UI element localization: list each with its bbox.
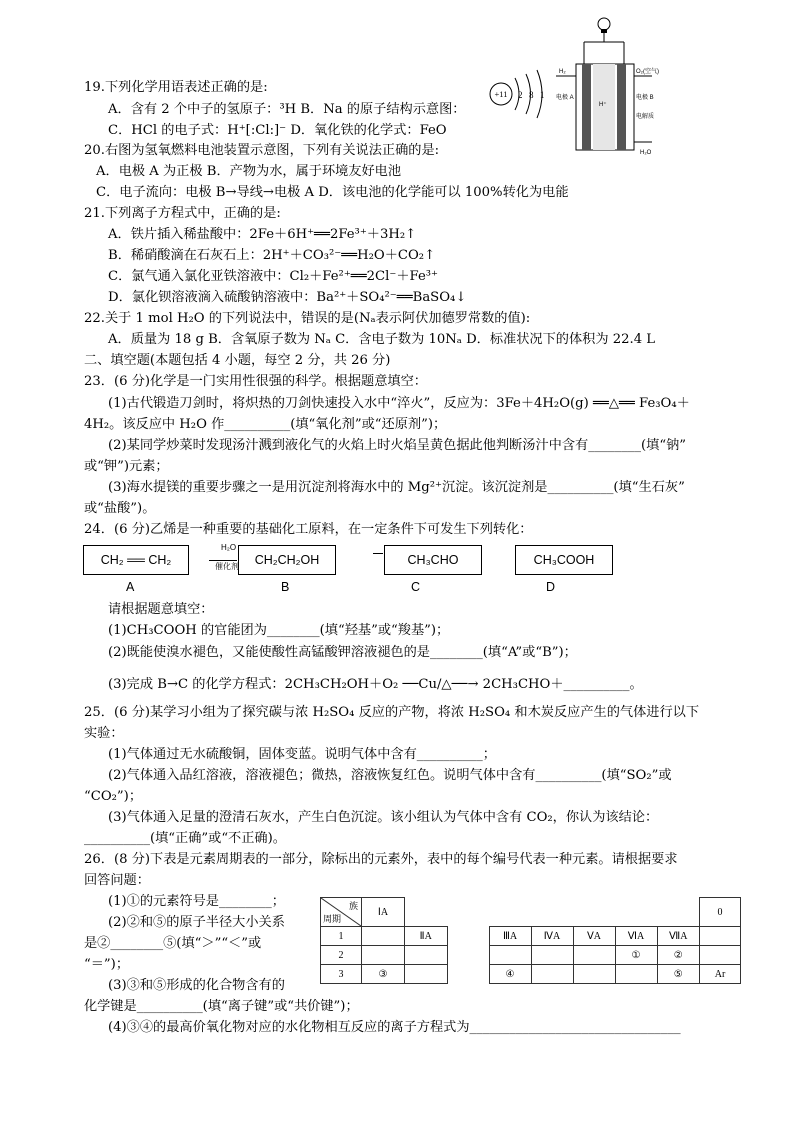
svg-text:8: 8 xyxy=(529,90,534,100)
q23-part1-line2: 4H₂。该反应中 H₂O 作__________(填“氧化剂”或“还原剂”)； xyxy=(84,417,447,432)
arrow-b-to-c xyxy=(373,553,383,554)
svg-text:H₂O: H₂O xyxy=(640,150,652,156)
section-heading: 二、填空题(本题包括 4 小题，每空 2 分，共 26 分) xyxy=(84,353,391,368)
group-0: 0 xyxy=(700,898,741,927)
q20-options-cd: C．电子流向：电极 B→导线→电极 A D．该电池的化学能可以 100%转化为电能 xyxy=(96,185,569,200)
svg-text:O₂(空气): O₂(空气) xyxy=(636,69,659,75)
q26-stem-line1: 26．(8 分)下表是元素周期表的一部分，除标出的元素外，表中的每个编号代表一种元素。请根据要求 xyxy=(84,852,678,867)
element-ar: Ar xyxy=(700,965,741,984)
svg-text:2: 2 xyxy=(518,90,523,100)
svg-text:电解质: 电解质 xyxy=(636,114,655,120)
group-3a: ⅢA xyxy=(489,927,531,946)
compound-c-box: CH₃CHO xyxy=(384,545,482,575)
compound-a-box: CH₂ ══ CH₂ xyxy=(83,545,189,575)
svg-text:电极 B: 电极 B xyxy=(636,95,654,101)
label-d: D xyxy=(546,580,556,594)
label-c: C xyxy=(411,580,421,594)
q22-options: A．质量为 18 g B．含氧原子数为 Nₐ C．含电子数为 10Nₐ D．标准状况下的体积为 22.4 L xyxy=(108,332,656,347)
table-corner: 族 周期 xyxy=(321,898,362,927)
svg-text:H⁺: H⁺ xyxy=(599,102,607,108)
q23-part1-line1: (1)古代锻造刀剑时，将炽热的刀剑快速投入水中“淬火”，反应为：3Fe＋4H₂O(g) ══△══ Fe₃O₄＋ xyxy=(108,396,690,411)
condition-catalyst: 催化剂 xyxy=(215,562,239,571)
svg-text:H₂: H₂ xyxy=(559,69,566,75)
q25-stem-line1: 25．(6 分)某学习小组为了探究碳与浓 H₂SO₄ 反应的产物，将浓 H₂SO₄ 和木炭反应产生的气体进行以下 xyxy=(84,705,700,720)
q19-stem: 19.下列化学用语表述正确的是: xyxy=(84,80,268,95)
group-4a: ⅣA xyxy=(531,927,573,946)
compound-b-box: CH₂CH₂OH xyxy=(238,545,336,575)
q25-part1: (1)气体通过无水硫酸铜，固体变蓝。说明气体中含有__________； xyxy=(108,747,496,762)
q25-part3-line1: (3)气体通入足量的澄清石灰水，产生白色沉淀。该小组认为气体中含有 CO₂，你认为该结论： xyxy=(108,810,659,825)
q26-part1: (1)①的元素符号是________； xyxy=(108,894,285,909)
q23-part3-line1: (3)海水提镁的重要步骤之一是用沉淀剂将海水中的 Mg²⁺沉淀。该沉淀剂是__________(填“生石灰” xyxy=(108,480,685,495)
group-7a: ⅦA xyxy=(657,927,700,946)
q25-part2-line1: (2)气体通入品红溶液，溶液褪色；微热，溶液恢复红色。说明气体中含有__________(填“SO₂”或 xyxy=(108,768,672,783)
compound-d-box: CH₃COOH xyxy=(515,545,613,575)
q19-option-ab: A．含有 2 个中子的氢原子：³H B．Na 的原子结构示意图： xyxy=(108,102,466,117)
period-1: 1 xyxy=(321,927,362,946)
group-1a: ⅠA xyxy=(362,898,405,927)
q26-part2-line3: “＝”)； xyxy=(84,957,130,972)
label-b: B xyxy=(281,580,290,594)
q21-option-c: C．氯气通入氯化亚铁溶液中：Cl₂＋Fe²⁺══2Cl⁻＋Fe³⁺ xyxy=(108,269,438,284)
element-4: ④ xyxy=(489,965,531,984)
element-3: ③ xyxy=(362,965,405,984)
q25-part3-line2: __________(填“正确”或“不正确)。 xyxy=(84,831,286,846)
q21-option-d: D．氯化钡溶液滴入硫酸钠溶液中：Ba²⁺＋SO₄²⁻══BaSO₄↓ xyxy=(108,290,467,305)
q24-stem: 24．(6 分)乙烯是一种重要的基础化工原料，在一定条件下可发生下列转化： xyxy=(84,522,533,537)
condition-water: H₂O xyxy=(221,543,237,552)
q19-option-cd: C．HCl 的电子式：H⁺[:Cl:]⁻ D．氧化铁的化学式：FeO xyxy=(108,123,447,138)
svg-text:电极 A: 电极 A xyxy=(556,95,574,101)
q21-option-a: A．铁片插入稀盐酸中：2Fe＋6H⁺══2Fe³⁺＋3H₂↑ xyxy=(108,227,417,242)
q23-part2-line2: 或“钾”)元素； xyxy=(84,459,169,474)
fuel-cell-diagram xyxy=(556,14,666,162)
q26-part4: (4)③④的最高价氧化物对应的水化物相互反应的离子方程式为________________________________ xyxy=(108,1020,681,1035)
q26-stem-line2: 回答问题： xyxy=(84,873,150,888)
q20-options-ab: A．电极 A 为正极 B．产物为水，属于环境友好电池 xyxy=(96,164,402,179)
sodium-atom-diagram xyxy=(488,64,554,124)
q21-option-b: B．稀硝酸滴在石灰石上：2H⁺＋CO₃²⁻══H₂O＋CO₂↑ xyxy=(108,248,436,263)
group-2a: ⅡA xyxy=(405,927,448,946)
element-1: ① xyxy=(615,946,657,965)
element-2: ② xyxy=(657,946,700,965)
q25-part2-line2: “CO₂”)； xyxy=(84,789,143,804)
q26-part2-line1: (2)②和⑤的原子半径大小关系 xyxy=(108,915,285,930)
q24-part3: (3)完成 B→C 的化学方程式：2CH₃CH₂OH＋O₂ ──Cu/△──→ 2CH₃CHO＋__________。 xyxy=(108,677,643,692)
svg-text:1: 1 xyxy=(540,90,545,100)
q23-part3-line2: 或“盐酸”)。 xyxy=(84,501,156,516)
atom-nucleus: +11 xyxy=(494,89,508,99)
group-6a: ⅥA xyxy=(615,927,657,946)
q26-part3-line1: (3)③和⑤形成的化合物含有的 xyxy=(108,978,285,993)
q25-stem-line2: 实验： xyxy=(84,726,124,741)
element-5: ⑤ xyxy=(657,965,700,984)
period-3: 3 xyxy=(321,965,362,984)
q22-stem: 22.关于 1 mol H₂O 的下列说法中，错误的是(Nₐ表示阿伏加德罗常数的值): xyxy=(84,311,531,326)
label-a: A xyxy=(126,580,135,594)
q24-intro: 请根据题意填空： xyxy=(108,602,214,617)
period-2: 2 xyxy=(321,946,362,965)
q24-part1: (1)CH₃COOH 的官能团为________(填“羟基”或“羧基”)； xyxy=(108,623,450,638)
q26-part3-line2: 化学键是__________(填“离子键”或“共价键”)； xyxy=(84,999,359,1014)
q23-stem: 23．(6 分)化学是一门实用性很强的科学。根据题意填空： xyxy=(84,374,427,389)
q21-stem: 21.下列离子方程式中，正确的是: xyxy=(84,206,281,221)
q24-part2: (2)既能使溴水褪色，又能使酸性高锰酸钾溶液褪色的是________(填“A”或“B”)； xyxy=(108,645,577,660)
q26-part2-line2: 是②________⑤(填“＞”“＜”或 xyxy=(84,936,262,951)
q23-part2-line1: (2)某同学炒菜时发现汤汁溅到液化气的火焰上时火焰呈黄色据此他判断汤汁中含有________(填“钠” xyxy=(108,438,686,453)
periodic-table xyxy=(320,897,741,984)
group-5a: ⅤA xyxy=(573,927,615,946)
bulb-icon xyxy=(598,18,610,30)
q20-stem: 20.右图为氢氧燃料电池装置示意图，下列有关说法正确的是: xyxy=(84,143,440,158)
